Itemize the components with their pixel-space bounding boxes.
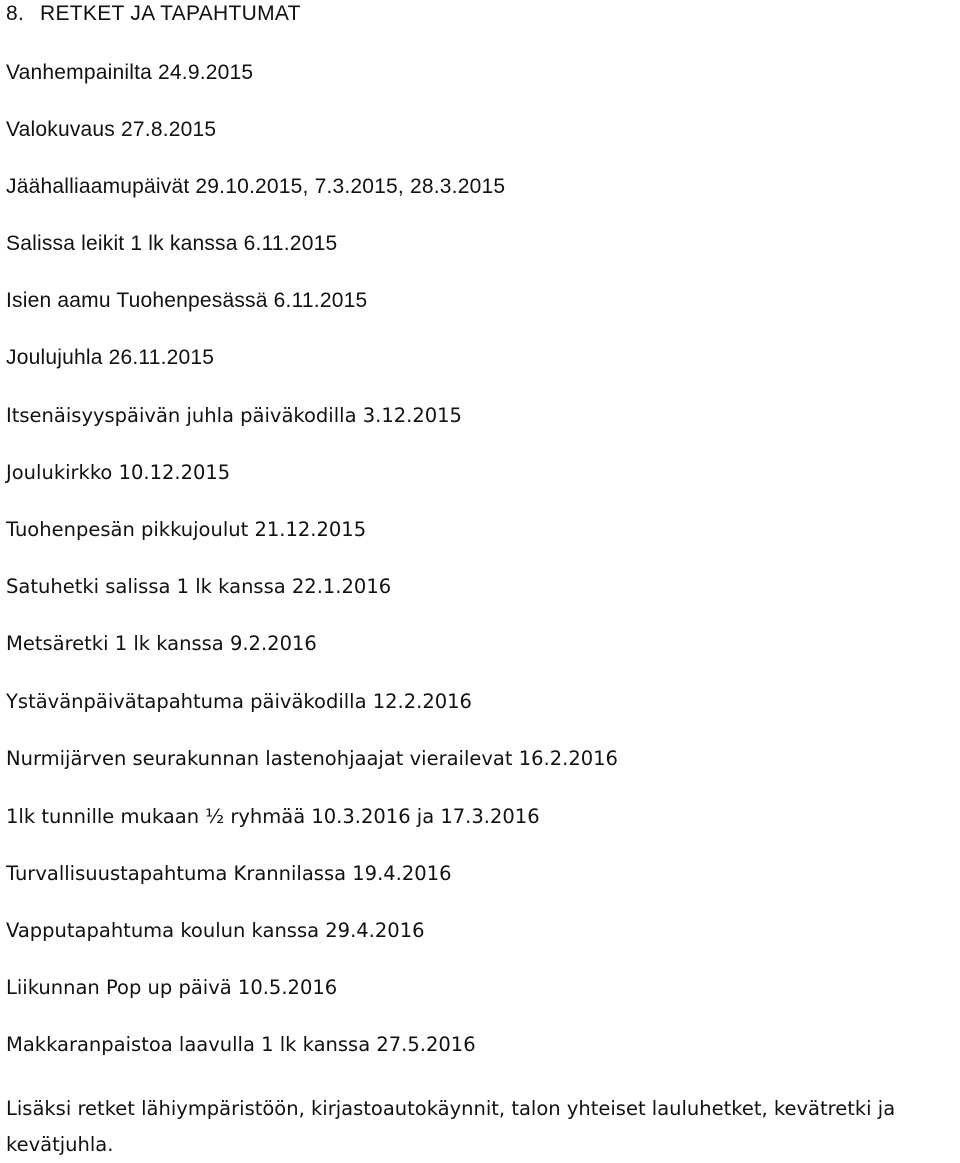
event-item: Vanhempainilta 24.9.2015 xyxy=(6,61,254,84)
event-item: Vapputapahtuma koulun kanssa 29.4.2016 xyxy=(6,919,425,942)
event-item: Ystävänpäivätapahtuma päiväkodilla 12.2.2016 xyxy=(6,690,472,713)
section-number: 8. xyxy=(6,2,25,25)
event-item: Jäähalliaamupäivät 29.10.2015, 7.3.2015, 28.3.2015 xyxy=(6,175,506,198)
closing-paragraph: Lisäksi retket lähiympäristöön, kirjastoautokäynnit, talon yhteiset lauluhetket, kevätretki ja kevätjuhla. xyxy=(6,1097,896,1156)
event-item: Nurmijärven seurakunnan lastenohjaajat vierailevat 16.2.2016 xyxy=(6,747,618,770)
event-item: Valokuvaus 27.8.2015 xyxy=(6,118,217,141)
event-item: Turvallisuustapahtuma Krannilassa 19.4.2016 xyxy=(6,862,452,885)
event-item: Joulukirkko 10.12.2015 xyxy=(6,461,231,484)
event-item: Liikunnan Pop up päivä 10.5.2016 xyxy=(6,976,338,999)
section-title: RETKET JA TAPAHTUMAT xyxy=(40,2,301,25)
event-item: Itsenäisyyspäivän juhla päiväkodilla 3.12.2015 xyxy=(6,404,462,427)
event-item: Tuohenpesän pikkujoulut 21.12.2015 xyxy=(6,518,367,541)
event-item: Makkaranpaistoa laavulla 1 lk kanssa 27.5.2016 xyxy=(6,1033,476,1056)
event-item: Metsäretki 1 lk kanssa 9.2.2016 xyxy=(6,632,317,655)
event-item: Isien aamu Tuohenpesässä 6.11.2015 xyxy=(6,289,368,312)
event-item: 1lk tunnille mukaan ½ ryhmää 10.3.2016 ja 17.3.2016 xyxy=(6,805,540,828)
event-item: Satuhetki salissa 1 lk kanssa 22.1.2016 xyxy=(6,575,392,598)
section-heading xyxy=(6,2,301,26)
event-item: Joulujuhla 26.11.2015 xyxy=(6,346,215,369)
event-item: Salissa leikit 1 lk kanssa 6.11.2015 xyxy=(6,232,338,255)
